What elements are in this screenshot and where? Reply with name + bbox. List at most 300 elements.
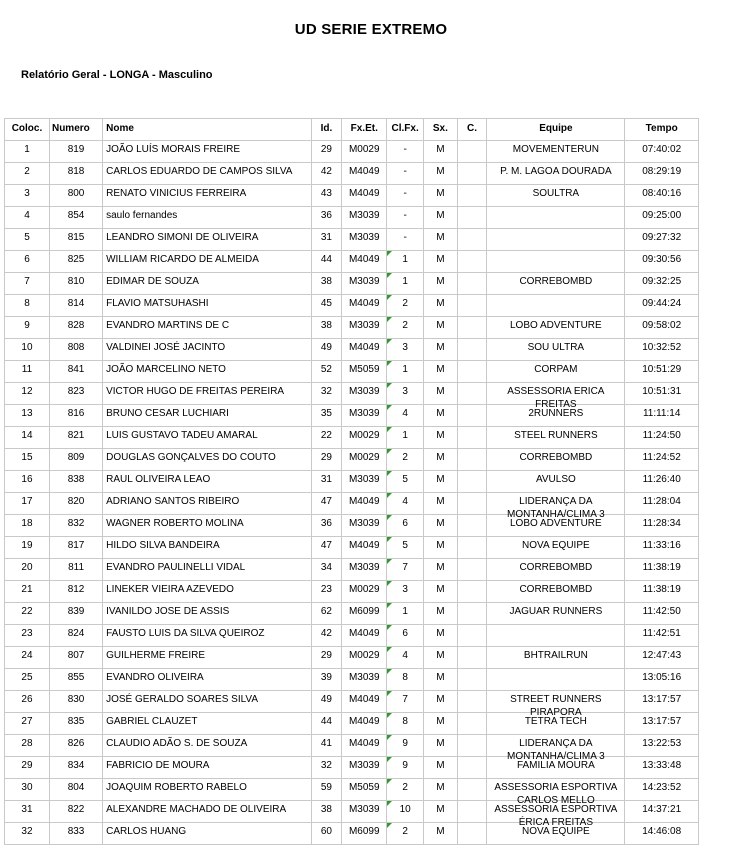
cell-nome: VALDINEI JOSÉ JACINTO: [103, 339, 312, 361]
cell-c: [457, 735, 487, 757]
cell-numero: 821: [49, 427, 102, 449]
table-row: [5, 559, 699, 581]
cell-clfx: 1: [387, 273, 424, 295]
cell-coloc: 10: [5, 339, 50, 361]
cell-equipe: [487, 383, 625, 410]
cell-equipe: [487, 229, 625, 251]
cell-coloc: 32: [5, 823, 50, 845]
table-row: [5, 471, 699, 493]
cell-equipe: [487, 735, 625, 762]
table-row: [5, 207, 699, 229]
cell-clfx: -: [387, 229, 424, 251]
cell-nome: RAUL OLIVEIRA LEAO: [103, 471, 312, 493]
cell-c: [457, 537, 487, 559]
cell-sx: M: [424, 669, 458, 691]
cell-numero: 815: [49, 229, 102, 251]
cell-c: [457, 229, 487, 251]
cell-c: [457, 823, 487, 845]
cell-id: 36: [311, 515, 342, 537]
team-name: SOULTRA: [532, 188, 580, 199]
cell-nome: EVANDRO PAULINELLI VIDAL: [103, 559, 312, 581]
cell-sx: M: [424, 163, 458, 185]
report-subtitle: Relatório Geral - LONGA - Masculino: [21, 69, 213, 81]
cell-equipe: [487, 669, 625, 691]
cell-tempo: 09:58:02: [625, 317, 699, 339]
cell-equipe: [487, 801, 625, 828]
cell-coloc: 31: [5, 801, 50, 823]
cell-clfx: 2: [387, 449, 424, 471]
cell-c: [457, 361, 487, 383]
cell-nome: ADRIANO SANTOS RIBEIRO: [103, 493, 312, 515]
table-row: [5, 757, 699, 779]
cell-sx: M: [424, 229, 458, 251]
cell-tempo: 10:51:31: [625, 383, 699, 405]
team-name: LOBO ADVENTURE: [510, 320, 602, 331]
cell-id: 29: [311, 449, 342, 471]
cell-fxet: M4049: [342, 163, 387, 185]
table-row: [5, 163, 699, 185]
table-row: [5, 735, 699, 757]
cell-nome: IVANILDO JOSE DE ASSIS: [103, 603, 312, 625]
cell-id: 34: [311, 559, 342, 581]
table-row: [5, 273, 699, 295]
cell-id: 22: [311, 427, 342, 449]
cell-equipe: [487, 185, 625, 207]
cell-fxet: M4049: [342, 339, 387, 361]
cell-fxet: M4049: [342, 537, 387, 559]
cell-clfx: 8: [387, 713, 424, 735]
cell-equipe: [487, 207, 625, 229]
cell-fxet: M4049: [342, 251, 387, 273]
cell-equipe: [487, 339, 625, 361]
cell-tempo: 10:32:52: [625, 339, 699, 361]
cell-clfx: 7: [387, 691, 424, 713]
cell-id: 62: [311, 603, 342, 625]
cell-sx: M: [424, 449, 458, 471]
cell-numero: 838: [49, 471, 102, 493]
cell-fxet: M4049: [342, 493, 387, 515]
cell-id: 44: [311, 251, 342, 273]
table-row: [5, 405, 699, 427]
header-numero: Numero: [49, 119, 102, 141]
cell-c: [457, 779, 487, 801]
cell-id: 44: [311, 713, 342, 735]
cell-fxet: M3039: [342, 471, 387, 493]
cell-sx: M: [424, 779, 458, 801]
cell-tempo: 11:24:52: [625, 449, 699, 471]
cell-tempo: 07:40:02: [625, 141, 699, 163]
cell-clfx: 5: [387, 471, 424, 493]
cell-fxet: M4049: [342, 713, 387, 735]
team-name: 2RUNNERS: [528, 408, 584, 419]
cell-fxet: M4049: [342, 691, 387, 713]
cell-id: 23: [311, 581, 342, 603]
cell-fxet: M3039: [342, 229, 387, 251]
cell-coloc: 20: [5, 559, 50, 581]
table-row: [5, 229, 699, 251]
table-row: [5, 383, 699, 405]
cell-numero: 839: [49, 603, 102, 625]
cell-c: [457, 493, 487, 515]
cell-coloc: 9: [5, 317, 50, 339]
cell-numero: 811: [49, 559, 102, 581]
cell-id: 45: [311, 295, 342, 317]
cell-sx: M: [424, 405, 458, 427]
cell-coloc: 27: [5, 713, 50, 735]
cell-c: [457, 801, 487, 823]
report-title: UD SERIE EXTREMO: [294, 21, 448, 38]
cell-nome: JOÃO LUÍS MORAIS FREIRE: [103, 141, 312, 163]
table-row: [5, 141, 699, 163]
cell-fxet: M0029: [342, 581, 387, 603]
cell-equipe: [487, 163, 625, 185]
cell-clfx: 1: [387, 251, 424, 273]
cell-tempo: 09:30:56: [625, 251, 699, 273]
cell-coloc: 23: [5, 625, 50, 647]
cell-equipe: [487, 647, 625, 669]
cell-id: 43: [311, 185, 342, 207]
cell-coloc: 4: [5, 207, 50, 229]
cell-clfx: 9: [387, 757, 424, 779]
cell-clfx: 3: [387, 581, 424, 603]
cell-numero: 822: [49, 801, 102, 823]
cell-numero: 812: [49, 581, 102, 603]
cell-id: 31: [311, 471, 342, 493]
table-row: [5, 823, 699, 845]
cell-nome: HILDO SILVA BANDEIRA: [103, 537, 312, 559]
cell-id: 39: [311, 669, 342, 691]
cell-c: [457, 427, 487, 449]
team-name: LOBO ADVENTURE: [510, 518, 602, 529]
cell-tempo: 13:05:16: [625, 669, 699, 691]
cell-tempo: 11:38:19: [625, 581, 699, 603]
cell-numero: 854: [49, 207, 102, 229]
cell-equipe: [487, 823, 625, 845]
header-fxet: Fx.Et.: [342, 119, 387, 141]
cell-clfx: 5: [387, 537, 424, 559]
cell-numero: 820: [49, 493, 102, 515]
cell-numero: 804: [49, 779, 102, 801]
cell-numero: 817: [49, 537, 102, 559]
cell-equipe: [487, 141, 625, 163]
cell-c: [457, 515, 487, 537]
cell-nome: EVANDRO OLIVEIRA: [103, 669, 312, 691]
cell-id: 31: [311, 229, 342, 251]
cell-c: [457, 383, 487, 405]
team-name: LIDERANÇA DA MONTANHA/CLIMA 3: [507, 738, 605, 762]
cell-tempo: 09:25:00: [625, 207, 699, 229]
cell-numero: 826: [49, 735, 102, 757]
cell-fxet: M4049: [342, 295, 387, 317]
cell-sx: M: [424, 757, 458, 779]
cell-c: [457, 339, 487, 361]
cell-clfx: 9: [387, 735, 424, 757]
cell-id: 41: [311, 735, 342, 757]
cell-id: 59: [311, 779, 342, 801]
cell-equipe: [487, 273, 625, 295]
cell-sx: M: [424, 141, 458, 163]
cell-coloc: 8: [5, 295, 50, 317]
cell-clfx: 2: [387, 295, 424, 317]
cell-fxet: M0029: [342, 427, 387, 449]
team-name: MOVEMENTERUN: [512, 144, 599, 155]
cell-sx: M: [424, 691, 458, 713]
cell-c: [457, 581, 487, 603]
cell-coloc: 7: [5, 273, 50, 295]
cell-id: 47: [311, 493, 342, 515]
cell-id: 29: [311, 141, 342, 163]
cell-clfx: 1: [387, 603, 424, 625]
cell-equipe: [487, 603, 625, 625]
cell-equipe: [487, 537, 625, 559]
cell-c: [457, 449, 487, 471]
cell-fxet: M0029: [342, 141, 387, 163]
cell-nome: RENATO VINICIUS FERREIRA: [103, 185, 312, 207]
header-nome: Nome: [103, 119, 312, 141]
cell-id: 42: [311, 163, 342, 185]
cell-clfx: 1: [387, 427, 424, 449]
cell-clfx: 7: [387, 559, 424, 581]
cell-clfx: -: [387, 141, 424, 163]
cell-c: [457, 405, 487, 427]
cell-tempo: 11:33:16: [625, 537, 699, 559]
cell-id: 42: [311, 625, 342, 647]
table-row: [5, 669, 699, 691]
cell-id: 52: [311, 361, 342, 383]
team-name: CORREBOMBD: [519, 562, 593, 573]
cell-c: [457, 207, 487, 229]
cell-tempo: 12:47:43: [625, 647, 699, 669]
cell-numero: 834: [49, 757, 102, 779]
cell-clfx: 6: [387, 515, 424, 537]
cell-sx: M: [424, 383, 458, 405]
cell-id: 32: [311, 383, 342, 405]
cell-equipe: [487, 251, 625, 273]
cell-id: 38: [311, 801, 342, 823]
cell-numero: 825: [49, 251, 102, 273]
cell-c: [457, 647, 487, 669]
cell-tempo: 11:42:50: [625, 603, 699, 625]
cell-fxet: M3039: [342, 207, 387, 229]
cell-tempo: 11:24:50: [625, 427, 699, 449]
cell-nome: WILLIAM RICARDO DE ALMEIDA: [103, 251, 312, 273]
cell-clfx: 2: [387, 823, 424, 845]
cell-numero: 832: [49, 515, 102, 537]
cell-fxet: M5059: [342, 361, 387, 383]
cell-fxet: M3039: [342, 669, 387, 691]
cell-numero: 810: [49, 273, 102, 295]
team-name: CORREBOMBD: [519, 276, 593, 287]
table-row: [5, 339, 699, 361]
table-row: [5, 317, 699, 339]
cell-id: 32: [311, 757, 342, 779]
cell-nome: EDIMAR DE SOUZA: [103, 273, 312, 295]
cell-nome: DOUGLAS GONÇALVES DO COUTO: [103, 449, 312, 471]
cell-tempo: 11:28:34: [625, 515, 699, 537]
cell-equipe: [487, 471, 625, 493]
cell-nome: JOÃO MARCELINO NETO: [103, 361, 312, 383]
cell-sx: M: [424, 295, 458, 317]
cell-equipe: [487, 691, 625, 718]
table-row: [5, 581, 699, 603]
cell-tempo: 13:17:57: [625, 691, 699, 713]
cell-coloc: 1: [5, 141, 50, 163]
table-row: [5, 361, 699, 383]
cell-coloc: 21: [5, 581, 50, 603]
cell-fxet: M3039: [342, 383, 387, 405]
cell-coloc: 24: [5, 647, 50, 669]
cell-c: [457, 295, 487, 317]
cell-fxet: M6099: [342, 823, 387, 845]
cell-equipe: [487, 317, 625, 339]
cell-nome: LEANDRO SIMONI DE OLIVEIRA: [103, 229, 312, 251]
cell-tempo: 14:23:52: [625, 779, 699, 801]
cell-tempo: 13:22:53: [625, 735, 699, 757]
cell-numero: 818: [49, 163, 102, 185]
cell-sx: M: [424, 603, 458, 625]
cell-numero: 808: [49, 339, 102, 361]
header-coloc: Coloc.: [5, 119, 50, 141]
cell-sx: M: [424, 713, 458, 735]
table-row: [5, 493, 699, 515]
table-row: [5, 515, 699, 537]
cell-nome: VICTOR HUGO DE FREITAS PEREIRA: [103, 383, 312, 405]
cell-sx: M: [424, 317, 458, 339]
cell-c: [457, 713, 487, 735]
cell-nome: EVANDRO MARTINS DE C: [103, 317, 312, 339]
cell-sx: M: [424, 471, 458, 493]
cell-id: 35: [311, 405, 342, 427]
cell-tempo: 11:38:19: [625, 559, 699, 581]
cell-c: [457, 471, 487, 493]
cell-tempo: 14:46:08: [625, 823, 699, 845]
cell-fxet: M3039: [342, 757, 387, 779]
cell-coloc: 2: [5, 163, 50, 185]
cell-equipe: [487, 427, 625, 449]
cell-id: 49: [311, 339, 342, 361]
cell-fxet: M3039: [342, 801, 387, 823]
cell-nome: CARLOS HUANG: [103, 823, 312, 845]
cell-clfx: 1: [387, 361, 424, 383]
cell-clfx: 2: [387, 779, 424, 801]
cell-numero: 830: [49, 691, 102, 713]
cell-tempo: 13:17:57: [625, 713, 699, 735]
header-sx: Sx.: [424, 119, 458, 141]
cell-c: [457, 625, 487, 647]
table-row: [5, 625, 699, 647]
cell-sx: M: [424, 273, 458, 295]
table-header-row: [5, 119, 699, 141]
cell-id: 38: [311, 317, 342, 339]
team-name: JAGUAR RUNNERS: [509, 606, 603, 617]
cell-equipe: [487, 581, 625, 603]
cell-clfx: 4: [387, 493, 424, 515]
team-name: NOVA EQUIPE: [522, 540, 590, 551]
cell-sx: M: [424, 581, 458, 603]
cell-clfx: 8: [387, 669, 424, 691]
team-name: ASSESSORIA ESPORTIVA ÉRICA FREITAS: [494, 804, 618, 828]
team-name: TETRA TECH: [524, 716, 587, 727]
table-row: [5, 427, 699, 449]
table-row: [5, 295, 699, 317]
table-row: [5, 713, 699, 735]
cell-coloc: 16: [5, 471, 50, 493]
cell-coloc: 6: [5, 251, 50, 273]
cell-id: 29: [311, 647, 342, 669]
cell-nome: ALEXANDRE MACHADO DE OLIVEIRA: [103, 801, 312, 823]
cell-nome: FABRICIO DE MOURA: [103, 757, 312, 779]
cell-nome: JOSÉ GERALDO SOARES SILVA: [103, 691, 312, 713]
cell-fxet: M3039: [342, 515, 387, 537]
cell-fxet: M5059: [342, 779, 387, 801]
cell-numero: 807: [49, 647, 102, 669]
cell-sx: M: [424, 515, 458, 537]
cell-c: [457, 273, 487, 295]
header-c: C.: [457, 119, 487, 141]
cell-numero: 833: [49, 823, 102, 845]
cell-nome: LUIS GUSTAVO TADEU AMARAL: [103, 427, 312, 449]
cell-id: 38: [311, 273, 342, 295]
cell-equipe: [487, 295, 625, 317]
cell-c: [457, 559, 487, 581]
table-row: [5, 537, 699, 559]
table-row: [5, 647, 699, 669]
cell-numero: 809: [49, 449, 102, 471]
cell-coloc: 28: [5, 735, 50, 757]
cell-sx: M: [424, 823, 458, 845]
cell-fxet: M4049: [342, 625, 387, 647]
header-clfx: Cl.Fx.: [387, 119, 424, 141]
cell-fxet: M3039: [342, 273, 387, 295]
cell-id: 36: [311, 207, 342, 229]
cell-fxet: M6099: [342, 603, 387, 625]
cell-id: 49: [311, 691, 342, 713]
cell-coloc: 12: [5, 383, 50, 405]
cell-coloc: 19: [5, 537, 50, 559]
table-row: [5, 603, 699, 625]
cell-numero: 855: [49, 669, 102, 691]
cell-sx: M: [424, 427, 458, 449]
cell-fxet: M4049: [342, 185, 387, 207]
cell-id: 60: [311, 823, 342, 845]
cell-nome: BRUNO CESAR LUCHIARI: [103, 405, 312, 427]
cell-equipe: [487, 559, 625, 581]
cell-sx: M: [424, 251, 458, 273]
cell-nome: GUILHERME FREIRE: [103, 647, 312, 669]
cell-clfx: -: [387, 185, 424, 207]
cell-c: [457, 669, 487, 691]
cell-id: 47: [311, 537, 342, 559]
cell-nome: saulo fernandes: [103, 207, 312, 229]
header-tempo: Tempo: [625, 119, 699, 141]
cell-clfx: 4: [387, 405, 424, 427]
cell-sx: M: [424, 537, 458, 559]
cell-clfx: -: [387, 207, 424, 229]
cell-tempo: 14:37:21: [625, 801, 699, 823]
cell-c: [457, 691, 487, 713]
cell-c: [457, 757, 487, 779]
cell-numero: 816: [49, 405, 102, 427]
cell-sx: M: [424, 559, 458, 581]
table-row: [5, 691, 699, 713]
cell-clfx: 10: [387, 801, 424, 823]
cell-tempo: 11:26:40: [625, 471, 699, 493]
cell-tempo: 09:44:24: [625, 295, 699, 317]
cell-nome: WAGNER ROBERTO MOLINA: [103, 515, 312, 537]
cell-tempo: 13:33:48: [625, 757, 699, 779]
cell-coloc: 14: [5, 427, 50, 449]
cell-sx: M: [424, 647, 458, 669]
